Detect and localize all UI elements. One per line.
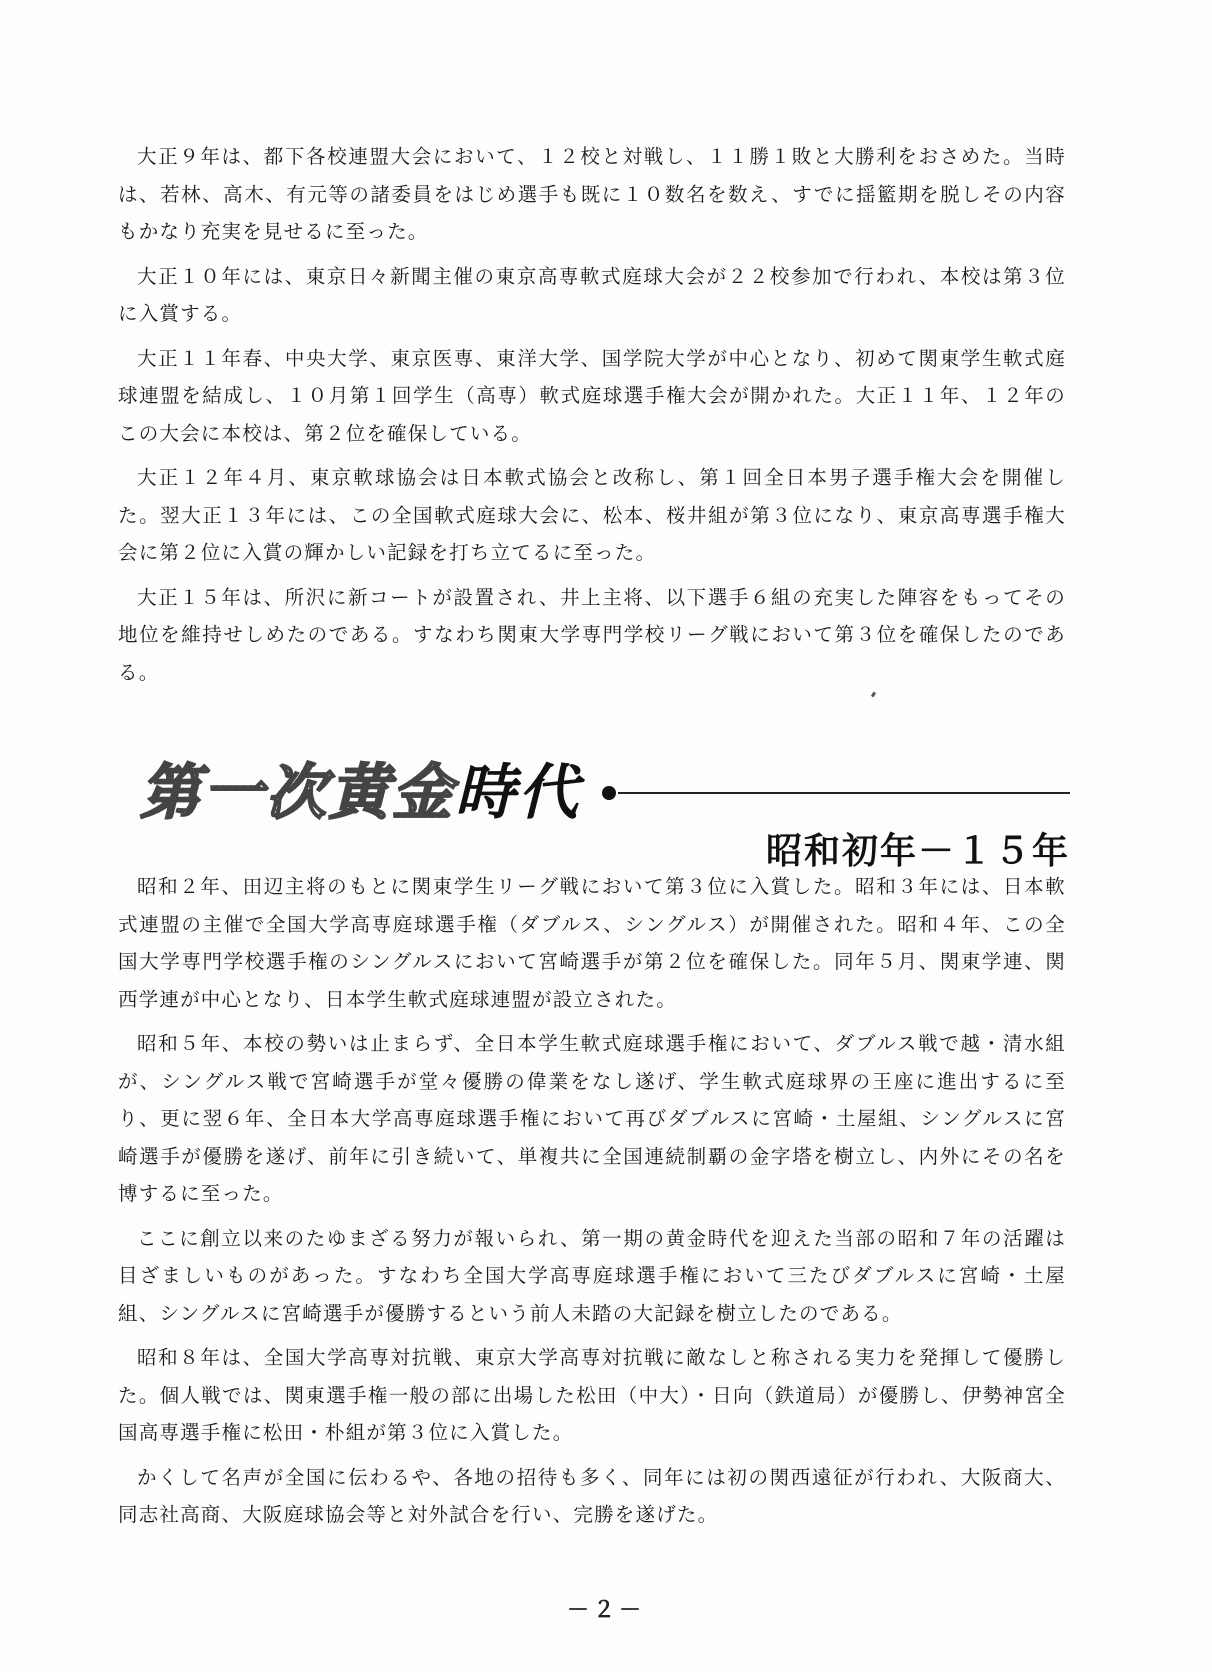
paragraph: 大正１１年春、中央大学、東京医専、東洋大学、国学院大学が中心となり、初めて関東学生軟式庭球連盟を結成し、１０月第１回学生（高専）軟式庭球選手権大会が開かれた。大正１１年、１２年のこの大会に本校は、第２位を確保している。 (118, 346, 1066, 445)
section-heading (140, 745, 1070, 872)
bullet-dot-icon (602, 786, 616, 800)
paragraph: 大正９年は、都下各校連盟大会において、１２校と対戦し、１１勝１敗と大勝利をおさめた。当時は、若林、高木、有元等の諸委員をはじめ選手も既に１０数名を数え、すでに揺籃期を脱しその内容もかなり充実を見せるに至った。 (118, 145, 1066, 243)
section-subtitle: 昭和初年－１５年 (765, 831, 1070, 872)
page-number: －２－ (566, 1597, 645, 1623)
section-title (140, 745, 581, 831)
paragraph: 大正１５年は、所沢に新コートが設置され、井上主将、以下選手６組の充実した陣容をもってその地位を維持せしめたのである。すなわち関東大学専門学校リーグ戦において第３位を確保したのである。 (118, 585, 1066, 684)
paragraph: 大正１２年４月、東京軟球協会は日本軟式協会と改称し、第１回全日本男子選手権大会を開催した。翌大正１３年には、この全国軟式庭球大会に、松本、桜井組が第３位になり、東京高専選手権大会に第２位に入賞の輝かしい記録を打ち立てるに至った。 (118, 466, 1066, 564)
section-title-outlined: 第一次黄金 (140, 758, 455, 828)
golden-era-section (118, 868, 1066, 1541)
heading-rule (618, 792, 1070, 794)
paragraph: かくして名声が全国に伝わるや、各地の招待も多く、同年には初の関西遠征が行われ、大阪商大、同志社高商、大阪庭球協会等と対外試合を行い、完勝を遂げた。 (118, 1465, 1066, 1526)
section-title-solid: 時代 (455, 758, 581, 828)
paragraph: ここに創立以来のたゆまざる努力が報いられ、第一期の黄金時代を迎えた当部の昭和７年の活躍は目ざましいものがあった。すなわち全国大学高専庭球選手権において三たびダブルスに宮崎・土屋組、シングルスに宮崎選手が優勝するという前人未踏の大記録を樹立したのである。 (118, 1226, 1066, 1325)
paragraph: 昭和２年、田辺主将のもとに関東学生リーグ戦において第３位に入賞した。昭和３年には、日本軟式連盟の主催で全国大学高専庭球選手権（ダブルス、シングルス）が開催された。昭和４年、この全国大学専門学校選手権のシングルスにおいて宮崎選手が第２位を確保した。同年５月、関東学連、関西学連が中心となり、日本学生軟式庭球連盟が設立された。 (118, 875, 1066, 1011)
paragraph: 大正１０年には、東京日々新聞主催の東京高専軟式庭球大会が２２校参加で行われ、本校は第３位に入賞する。 (118, 264, 1066, 325)
paragraph: 昭和５年、本校の勢いは止まらず、全日本学生軟式庭球選手権において、ダブルス戦で越・清水組が、シングルス戦で宮崎選手が堂々優勝の偉業をなし遂げ、学生軟式庭球界の王座に進出するに至り、更に翌６年、全日本大学高専庭球選手権において再びダブルスに宮崎・土屋組、シングルスに宮崎選手が優勝を遂げ、前年に引き続いて、単複共に全国連続制覇の金字塔を樹立し、内外にその名を博するに至った。 (118, 1032, 1066, 1205)
paragraph: 昭和８年は、全国大学高専対抗戦、東京大学高専対抗戦に敵なしと称される実力を発揮して優勝した。個人戦では、関東選手権一般の部に出場した松田（中大）・日向（鉄道局）が優勝し、伊勢神宮全国高専選手権に松田・朴組が第３位に入賞した。 (118, 1346, 1066, 1444)
intro-section (118, 138, 1066, 698)
